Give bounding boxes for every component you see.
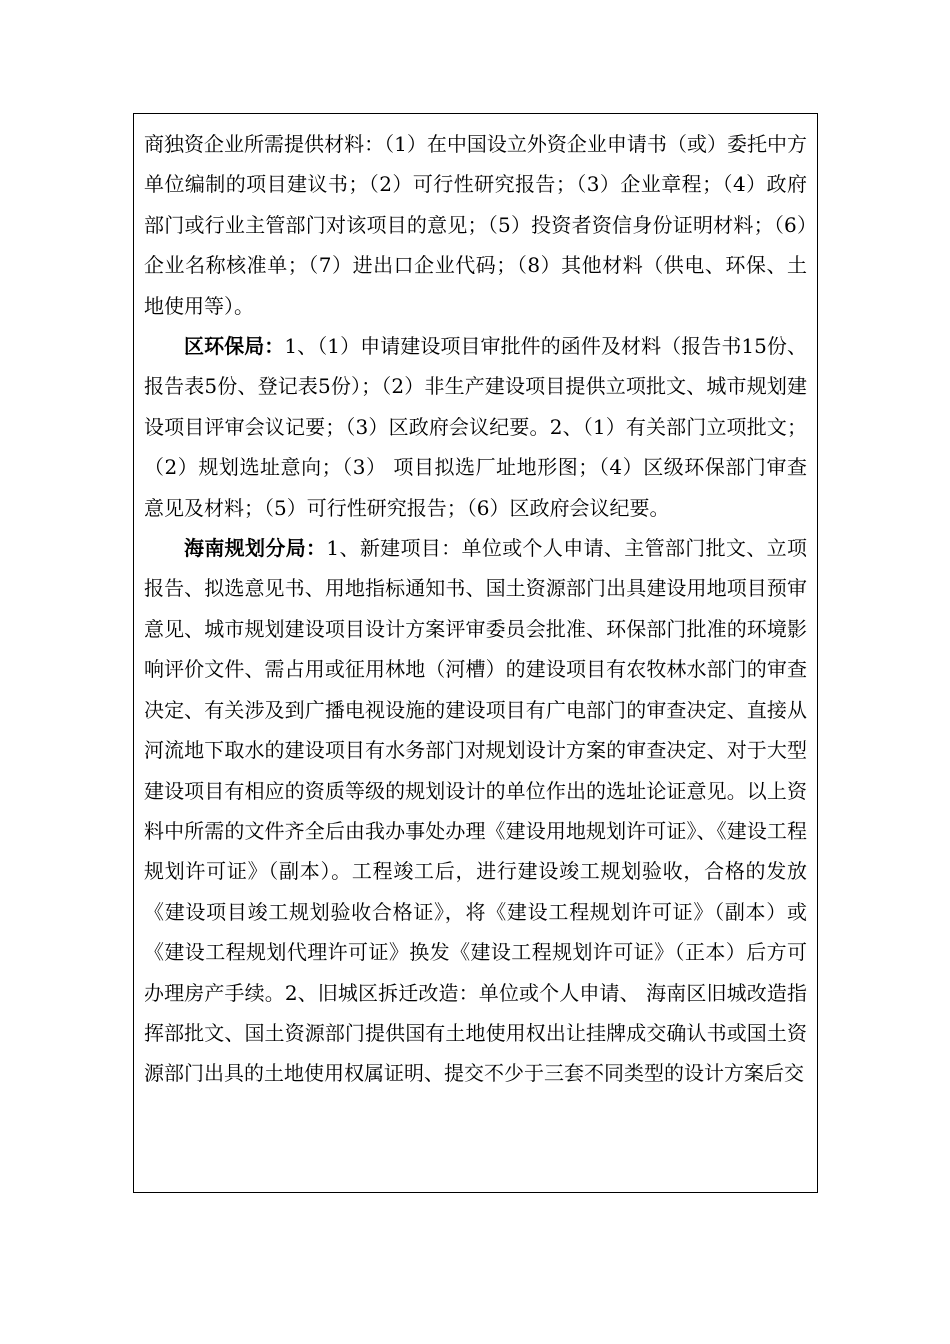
- paragraph-planning-branch: [144, 528, 807, 1094]
- cell-content: [144, 124, 807, 1094]
- paragraph-environment-bureau: [144, 326, 807, 528]
- paragraph-heading: 区环保局：: [184, 334, 285, 359]
- paragraph-heading: 海南规划分局：: [184, 536, 327, 561]
- paragraph-text: 商独资企业所需提供材料：（1）在中国设立外资企业申请书（或）委托中方单位编制的项目建议书；（2）可行性研究报告；（3）企业章程；（4）政府部门或行业主管部门对该项目的意见；（5）投资者资信身份证明材料；（6）企业名称核准单；（7）进出口企业代码；（8）其他材料（供电、环保、土地使用等）。: [144, 132, 807, 318]
- paragraph-text: 1、（1）申请建设项目审批件的函件及材料（报告书15份、报告表5份、登记表5份）；（2）非生产建设项目提供立项批文、城市规划建设项目评审会议记要；（3）区政府会议纪要。2、（1）有关部门立项批文；（2）规划选址意向；（3） 项目拟选厂址地形图；（4）区级环保部门审查意见及材料；（5）可行性研究报告；（6）区政府会议纪要。: [144, 334, 807, 520]
- table-cell: [133, 113, 818, 1193]
- paragraph-text: 1、新建项目：单位或个人申请、主管部门批文、立项报告、拟选意见书、用地指标通知书、国土资源部门出具建设用地项目预审意见、城市规划建设项目设计方案评审委员会批准、环保部门批准的环境影响评价文件、需占用或征用林地（河槽）的建设项目有农牧林水部门的审查决定、有关涉及到广播电视设施的建设项目有广电部门的审查决定、直接从河流地下取水的建设项目有水务部门对规划设计方案的审查决定、对于大型建设项目有相应的资质等级的规划设计的单位作出的选址论证意见。以上资料中所需的文件齐全后由我办事处办理《建设用地规划许可证》、《建设工程规划许可证》（副本）。工程竣工后，进行建设竣工规划验收，合格的发放《建设项目竣工规划验收合格证》，将《建设工程规划许可证》（副本）或《建设工程规划代理许可证》换发《建设工程规划许可证》（正本）后方可办理房产手续。2、旧城区拆迁改造：单位或个人申请、 海南区旧城改造指挥部批文、国土资源部门提供国有土地使用权出让挂牌成交确认书或国土资源部门出具的土地使用权属证明、提交不少于三套不同类型的设计方案后交: [144, 536, 808, 1086]
- paragraph-foreign-enterprise-materials: [144, 124, 807, 326]
